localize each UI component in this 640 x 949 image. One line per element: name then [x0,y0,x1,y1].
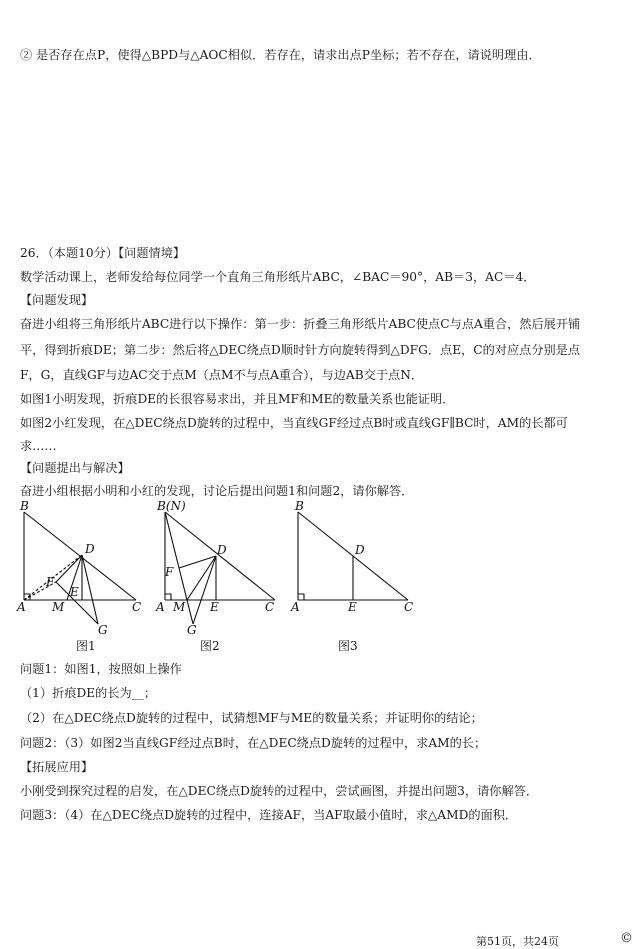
figure-3 [286,500,421,640]
figure-3-caption: 图3 [338,639,358,653]
label-e: E [70,585,79,599]
label-b: B [20,500,29,513]
label-a: A [291,600,300,614]
label-e: E [210,600,219,614]
label-f: F [165,565,174,579]
segment-dm [187,556,216,600]
question-3: 问题3：（4）在△DEC绕点D旋转的过程中，连接AF，当AF取最小值时，求△AMD的面积． [20,808,518,822]
segment-dg [82,555,98,624]
page-number: 第51页，共24页 [476,935,559,948]
label-c: C [265,600,275,614]
label-d: D [217,543,227,557]
segment-df [56,555,82,582]
question-1-header: 问题1：如图1，按照如上操作 [20,662,182,676]
discovery-heading: 【问题发现】 [20,293,94,307]
label-c: C [132,600,142,614]
question-2: 问题2：（3）如图2当直线GF经过点B时，在△DEC绕点D旋转的过程中，求AM的长； [20,736,487,750]
question-1-part-1: （1）折痕DE的长为__； [20,686,157,700]
label-g: G [187,623,197,637]
label-a: A [156,600,165,614]
discovery-line: 奋进小组将三角形纸片ABC进行以下操作：第一步：折叠三角形纸片ABC使点C与点A重合，然后展开铺 [20,317,581,331]
question-1-part-2: （2）在△DEC绕点D旋转的过程中，试猜想MF与ME的数量关系；并证明你的结论； [20,711,483,725]
discovery-line: 如图1小明发现，折痕DE的长很容易求出，并且MF和ME的数量关系也能证明． [20,392,455,406]
top-question: ② 是否存在点P，使得△BPD与△AOC相似．若存在，请求出点P坐标；若不存在，请说明理由． [20,48,541,62]
label-c: C [404,600,414,614]
label-e: E [348,600,357,614]
label-a: A [17,600,26,614]
discovery-line: 求…… [20,439,57,453]
extension-heading: 【拓展应用】 [20,760,94,774]
problem-header: 26．（本题10分）【问题情境】 [20,246,186,260]
figure-2 [153,500,288,640]
label-b: B [295,500,304,513]
figure-2-caption: 图2 [200,639,220,653]
label-d: D [85,542,95,556]
label-bn: B(N) [157,500,186,513]
label-g: G [98,623,108,637]
problem-intro: 数学活动课上，老师发给每位同学一个直角三角形纸片ABC，∠BAC＝90°，AB＝3，AC＝4． [20,270,536,284]
right-angle-mark [165,594,171,600]
discovery-line: F，G，直线GF与边AC交于点M（点M不与点A重合），与边AB交于点N． [20,368,424,382]
extension-intro: 小刚受到探究过程的启发，在△DEC绕点D旋转的过程中，尝试画图，并提出问题3，请你解答． [20,784,539,798]
figure-1-caption: 图1 [76,639,96,653]
label-m: M [52,600,65,614]
discovery-line: 如图2小红发现，在△DEC绕点D旋转的过程中，当直线GF经过点B时或直线GF∥BC时，AM的长都可 [20,416,568,430]
segment-df [179,556,216,568]
label-d: D [355,543,365,557]
label-f: F [46,575,55,589]
label-m: M [173,600,186,614]
discovery-line: 平，得到折痕DE；第二步：然后将△DEC绕点D顺时针方向旋转得到△DFG．点E，C的对应点分别是点 [20,343,581,357]
solve-heading: 【问题提出与解决】 [20,461,130,475]
footer-mark: © [620,931,633,946]
solve-intro: 奋进小组根据小明和小红的发现，讨论后提出问题1和问题2，请你解答． [20,484,414,498]
figure-1 [12,500,152,640]
